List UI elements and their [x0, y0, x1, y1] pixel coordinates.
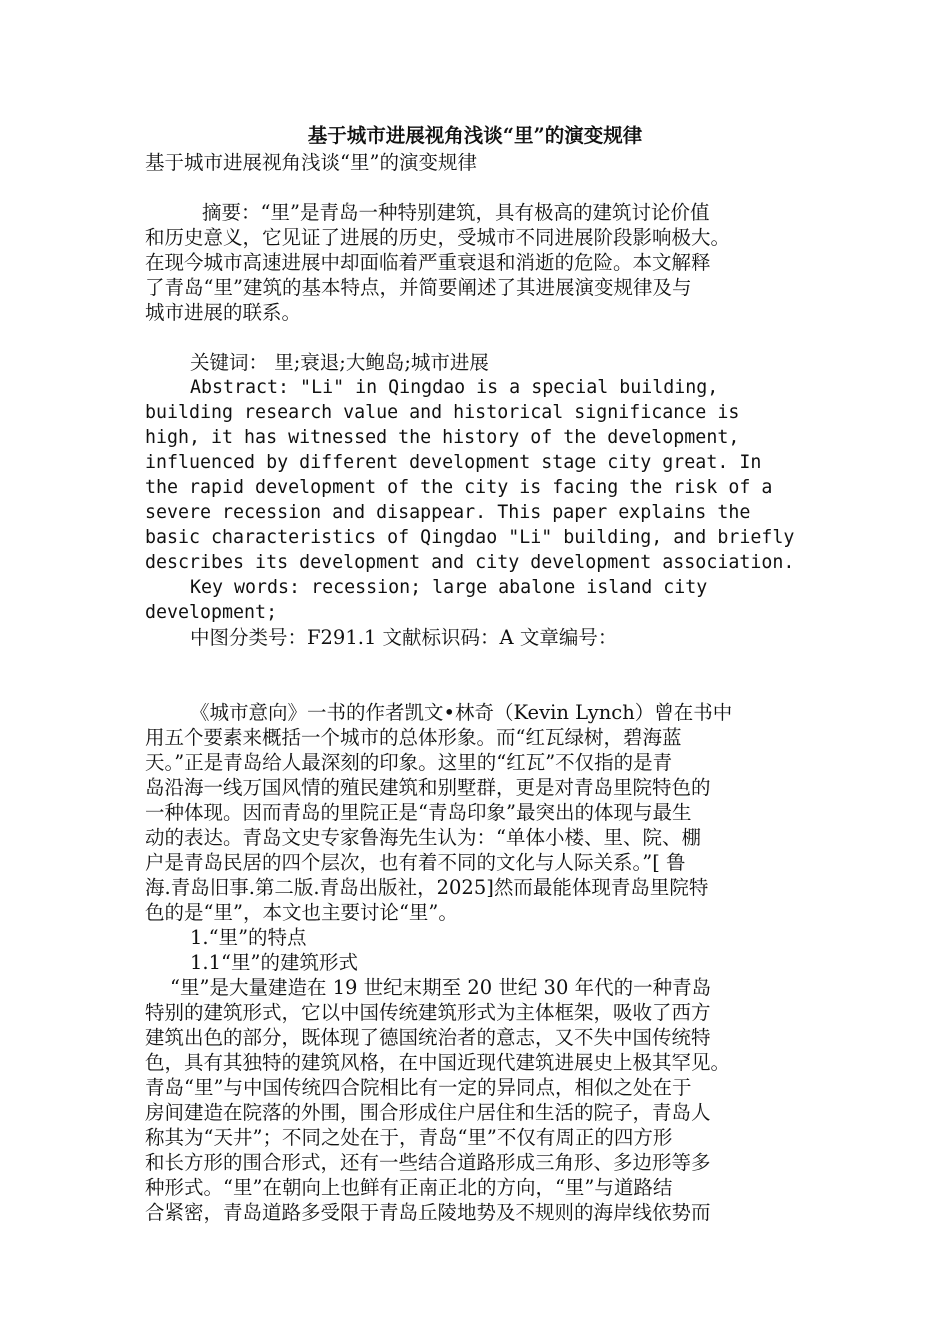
- abstract-en-line: influenced by different development stage city great. In: [145, 452, 762, 473]
- keywords-en-line: development;: [145, 602, 278, 623]
- body-line: 房间建造在院落的外围，围合形成住户居住和生活的院子，青岛人: [145, 1101, 711, 1124]
- body-line: 称其为“天井”；不同之处在于，青岛“里”不仅有周正的四方形: [145, 1126, 673, 1149]
- body-line: 和长方形的围合形式，还有一些结合道路形成三角形、多边形等多: [145, 1151, 711, 1174]
- abstract-en-line: describes its development and city development association.: [145, 552, 795, 573]
- body-line: 合紧密，青岛道路多受限于青岛丘陵地势及不规则的海岸线依势而: [145, 1201, 711, 1224]
- abstract-cn-line: 和历史意义，它见证了进展的历史，受城市不同进展阶段影响极大。: [145, 226, 731, 249]
- subsection-heading: 1.1“里”的建筑形式: [190, 951, 358, 974]
- abstract-cn-line: 城市进展的联系。: [145, 301, 302, 324]
- keywords-cn: 关键词： 里;衰退;大鲍岛;城市进展: [190, 351, 489, 374]
- abstract-en-line: building research value and historical significance is: [145, 402, 740, 423]
- keywords-en-line: Key words: recession; large abalone island city: [190, 577, 708, 598]
- intro-line: 海.青岛旧事.第二版.青岛出版社，2025]然而最能体现青岛里院特: [145, 876, 709, 899]
- abstract-en-line: high, it has witnessed the history of the development,: [145, 427, 740, 448]
- abstract-cn-line: 在现今城市高速进展中却面临着严重衰退和消逝的危险。本文解释: [145, 251, 711, 274]
- abstract-en-line: Abstract: "Li" in Qingdao is a special building,: [190, 377, 719, 398]
- intro-line: 户是青岛民居的四个层次，也有着不同的文化与人际关系。”[ 鲁: [145, 851, 686, 874]
- body-line: 建筑出色的部分，既体现了德国统治者的意志，又不失中国传统特: [145, 1026, 711, 1049]
- intro-line: 动的表达。青岛文史专家鲁海先生认为：“单体小楼、里、院、棚: [145, 826, 701, 849]
- body-line: “里”是大量建造在 19 世纪末期至 20 世纪 30 年代的一种青岛: [170, 976, 712, 999]
- intro-line: 用五个要素来概括一个城市的总体形象。而“红瓦绿树，碧海蓝: [145, 726, 682, 749]
- abstract-cn-line: 了青岛“里”建筑的基本特点，并简要阐述了其进展演变规律及与: [145, 276, 692, 299]
- intro-line: 岛沿海一线万国风情的殖民建筑和别墅群，更是对青岛里院特色的: [145, 776, 711, 799]
- document-subtitle: 基于城市进展视角浅谈“里”的演变规律: [145, 151, 477, 174]
- body-line: 青岛“里”与中国传统四合院相比有一定的异同点，相似之处在于: [145, 1076, 692, 1099]
- intro-line: 天。”正是青岛给人最深刻的印象。这里的“红瓦”不仅指的是青: [145, 751, 673, 774]
- intro-line: 《城市意向》一书的作者凯文•林奇（Kevin Lynch）曾在书中: [190, 701, 733, 724]
- body-line: 种形式。“里”在朝向上也鲜有正南正北的方向，“里”与道路结: [145, 1176, 673, 1199]
- abstract-en-line: basic characteristics of Qingdao "Li" building, and briefly: [145, 527, 795, 548]
- document-title: 基于城市进展视角浅谈“里”的演变规律: [307, 124, 643, 147]
- intro-line: 一种体现。因而青岛的里院正是“青岛印象”最突出的体现与最生: [145, 801, 692, 824]
- body-line: 特别的建筑形式，它以中国传统建筑形式为主体框架，吸收了西方: [145, 1001, 711, 1024]
- intro-line: 色的是“里”，本文也主要讨论“里”。: [145, 901, 458, 924]
- abstract-en-line: severe recession and disappear. This paper explains the: [145, 502, 751, 523]
- abstract-cn-line: 摘要：“里”是青岛一种特别建筑，具有极高的建筑讨论价值: [202, 201, 710, 224]
- section-heading: 1.“里”的特点: [190, 926, 307, 949]
- abstract-en-line: the rapid development of the city is facing the risk of a: [145, 477, 773, 498]
- body-line: 色，具有其独特的建筑风格，在中国近现代建筑进展史上极其罕见。: [145, 1051, 731, 1074]
- classification-line: 中图分类号：F291.1 文献标识码：A 文章编号：: [190, 626, 618, 649]
